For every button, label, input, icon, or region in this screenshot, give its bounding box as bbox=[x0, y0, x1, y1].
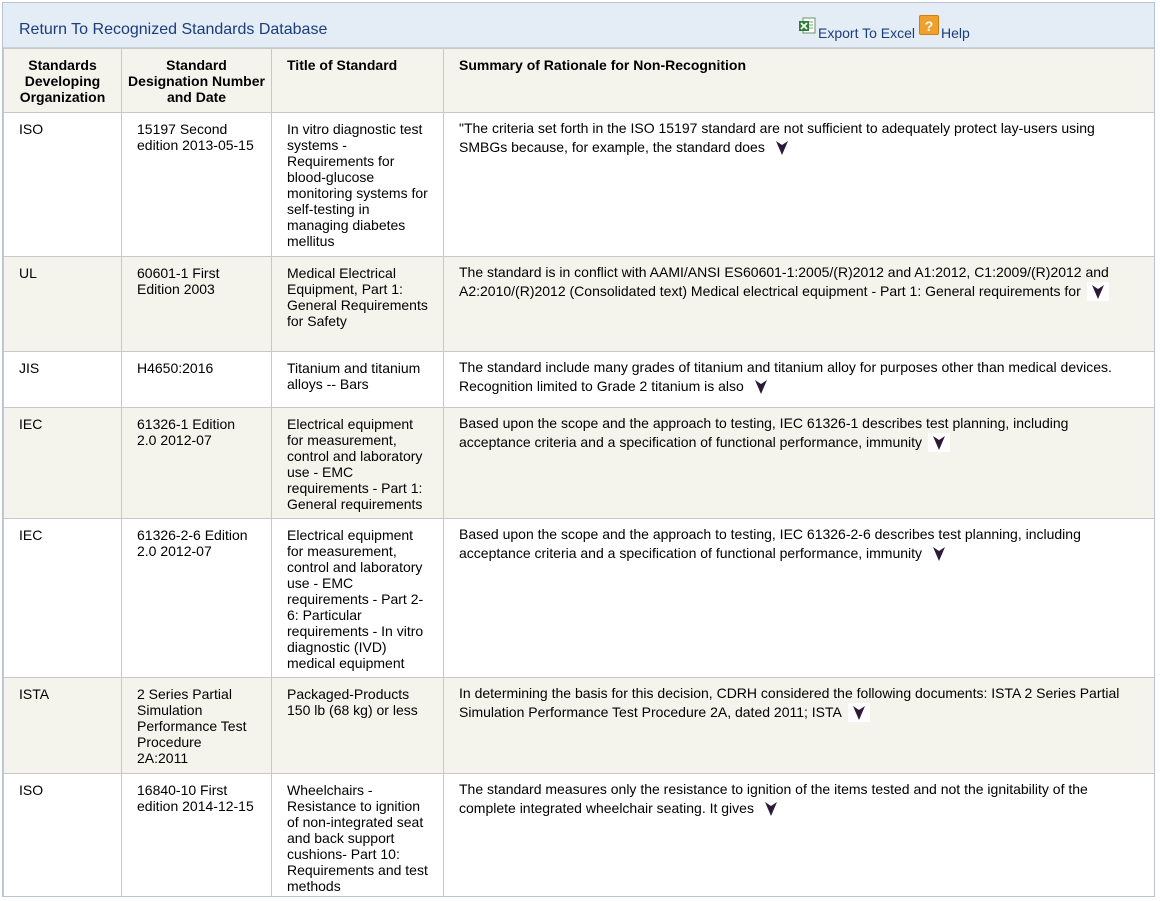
table-row bbox=[4, 519, 1156, 678]
cell-organization: ISO bbox=[4, 774, 122, 898]
column-header-title: Title of Standard bbox=[272, 49, 444, 113]
cell-title: Titanium and titanium alloys -- Bars bbox=[272, 352, 444, 408]
cell-title: Electrical equipment for measurement, control and laboratory use - EMC requirements - Part 2-6: Particular requirements - In vitro diagnostic (IVD) medical equipment bbox=[272, 519, 444, 678]
cell-designation: 61326-2-6 Edition 2.0 2012-07 bbox=[122, 519, 272, 678]
help-icon: ? bbox=[919, 15, 939, 35]
chevron-down-icon[interactable] bbox=[1087, 282, 1109, 301]
chevron-down-icon[interactable] bbox=[928, 433, 950, 452]
column-header-summary: Summary of Rationale for Non-Recognition bbox=[444, 49, 1156, 113]
help-label: Help bbox=[941, 25, 970, 41]
cell-summary bbox=[444, 774, 1156, 898]
cell-summary bbox=[444, 352, 1156, 408]
summary-text: Based upon the scope and the approach to testing, IEC 61326-1 describes test planning, including acceptance criteria and a specification of functional performance, immunity bbox=[459, 415, 1069, 450]
summary-text: In determining the basis for this decision, CDRH considered the following documents: ISTA 2 Series Partial Simulation Performance Test Procedure 2A, dated 2011; ISTA bbox=[459, 685, 1120, 720]
summary-text: The standard include many grades of titanium and titanium alloy for purposes other than medical devices. Recognition limited to Grade 2 titanium is also bbox=[459, 359, 1112, 394]
cell-designation: 2 Series Partial Simulation Performance Test Procedure 2A:2011 bbox=[122, 678, 272, 774]
cell-organization: JIS bbox=[4, 352, 122, 408]
cell-designation: 15197 Second edition 2013-05-15 bbox=[122, 113, 272, 257]
table-row bbox=[4, 352, 1156, 408]
top-toolbar bbox=[3, 3, 1154, 48]
table-header-row bbox=[4, 49, 1156, 113]
chevron-down-icon[interactable] bbox=[771, 138, 793, 157]
cell-organization: IEC bbox=[4, 408, 122, 519]
export-to-excel-button[interactable] bbox=[798, 23, 915, 41]
cell-title: Medical Electrical Equipment, Part 1: General Requirements for Safety bbox=[272, 257, 444, 352]
return-to-database-link[interactable]: Return To Recognized Standards Database bbox=[19, 21, 328, 38]
table-row bbox=[4, 257, 1156, 352]
chevron-down-icon[interactable] bbox=[928, 544, 950, 563]
cell-summary bbox=[444, 678, 1156, 774]
summary-text: "The criteria set forth in the ISO 15197 standard are not sufficient to adequately protect lay-users using SMBGs because, for example, the standard does bbox=[459, 120, 1095, 155]
toolbar-actions bbox=[798, 15, 974, 41]
cell-summary bbox=[444, 113, 1156, 257]
table-row bbox=[4, 678, 1156, 774]
cell-organization: UL bbox=[4, 257, 122, 352]
table-row bbox=[4, 408, 1156, 519]
column-header-organization: Standards Developing Organization bbox=[4, 49, 122, 113]
standards-table bbox=[3, 48, 1155, 897]
cell-designation: 60601-1 First Edition 2003 bbox=[122, 257, 272, 352]
summary-text: The standard measures only the resistance to ignition of the items tested and not the ignitability of the complete integrated wheelchair seating. It gives bbox=[459, 781, 1088, 816]
cell-organization: ISO bbox=[4, 113, 122, 257]
cell-title: Packaged-Products 150 lb (68 kg) or less bbox=[272, 678, 444, 774]
column-header-designation: Standard Designation Number and Date bbox=[122, 49, 272, 113]
standards-panel bbox=[2, 2, 1155, 897]
cell-summary bbox=[444, 519, 1156, 678]
chevron-down-icon[interactable] bbox=[750, 377, 772, 396]
cell-organization: ISTA bbox=[4, 678, 122, 774]
excel-icon bbox=[798, 17, 816, 35]
summary-text: The standard is in conflict with AAMI/ANSI ES60601-1:2005/(R)2012 and A1:2012, C1:2009/(R)2012 and A2:2010/(R)2012 (Consolidated text) Medical electrical equipment - Part 1: General requirements for bbox=[459, 264, 1109, 299]
help-button[interactable] bbox=[919, 18, 970, 41]
cell-title: Wheelchairs - Resistance to ignition of non-integrated seat and back support cushions- Part 10: Requirements and test methods bbox=[272, 774, 444, 898]
summary-text: Based upon the scope and the approach to testing, IEC 61326-2-6 describes test planning, including acceptance criteria and a specification of functional performance, immunity bbox=[459, 526, 1081, 561]
cell-designation: 16840-10 First edition 2014-12-15 bbox=[122, 774, 272, 898]
cell-designation: H4650:2016 bbox=[122, 352, 272, 408]
table-row bbox=[4, 113, 1156, 257]
chevron-down-icon[interactable] bbox=[760, 799, 782, 818]
table-row bbox=[4, 774, 1156, 898]
cell-title: In vitro diagnostic test systems - Requirements for blood-glucose monitoring systems for self-testing in managing diabetes mellitus bbox=[272, 113, 444, 257]
cell-summary bbox=[444, 257, 1156, 352]
export-to-excel-label: Export To Excel bbox=[818, 25, 916, 41]
cell-title: Electrical equipment for measurement, control and laboratory use - EMC requirements - Part 1: General requirements bbox=[272, 408, 444, 519]
cell-summary bbox=[444, 408, 1156, 519]
cell-designation: 61326-1 Edition 2.0 2012-07 bbox=[122, 408, 272, 519]
cell-organization: IEC bbox=[4, 519, 122, 678]
chevron-down-icon[interactable] bbox=[848, 703, 870, 722]
